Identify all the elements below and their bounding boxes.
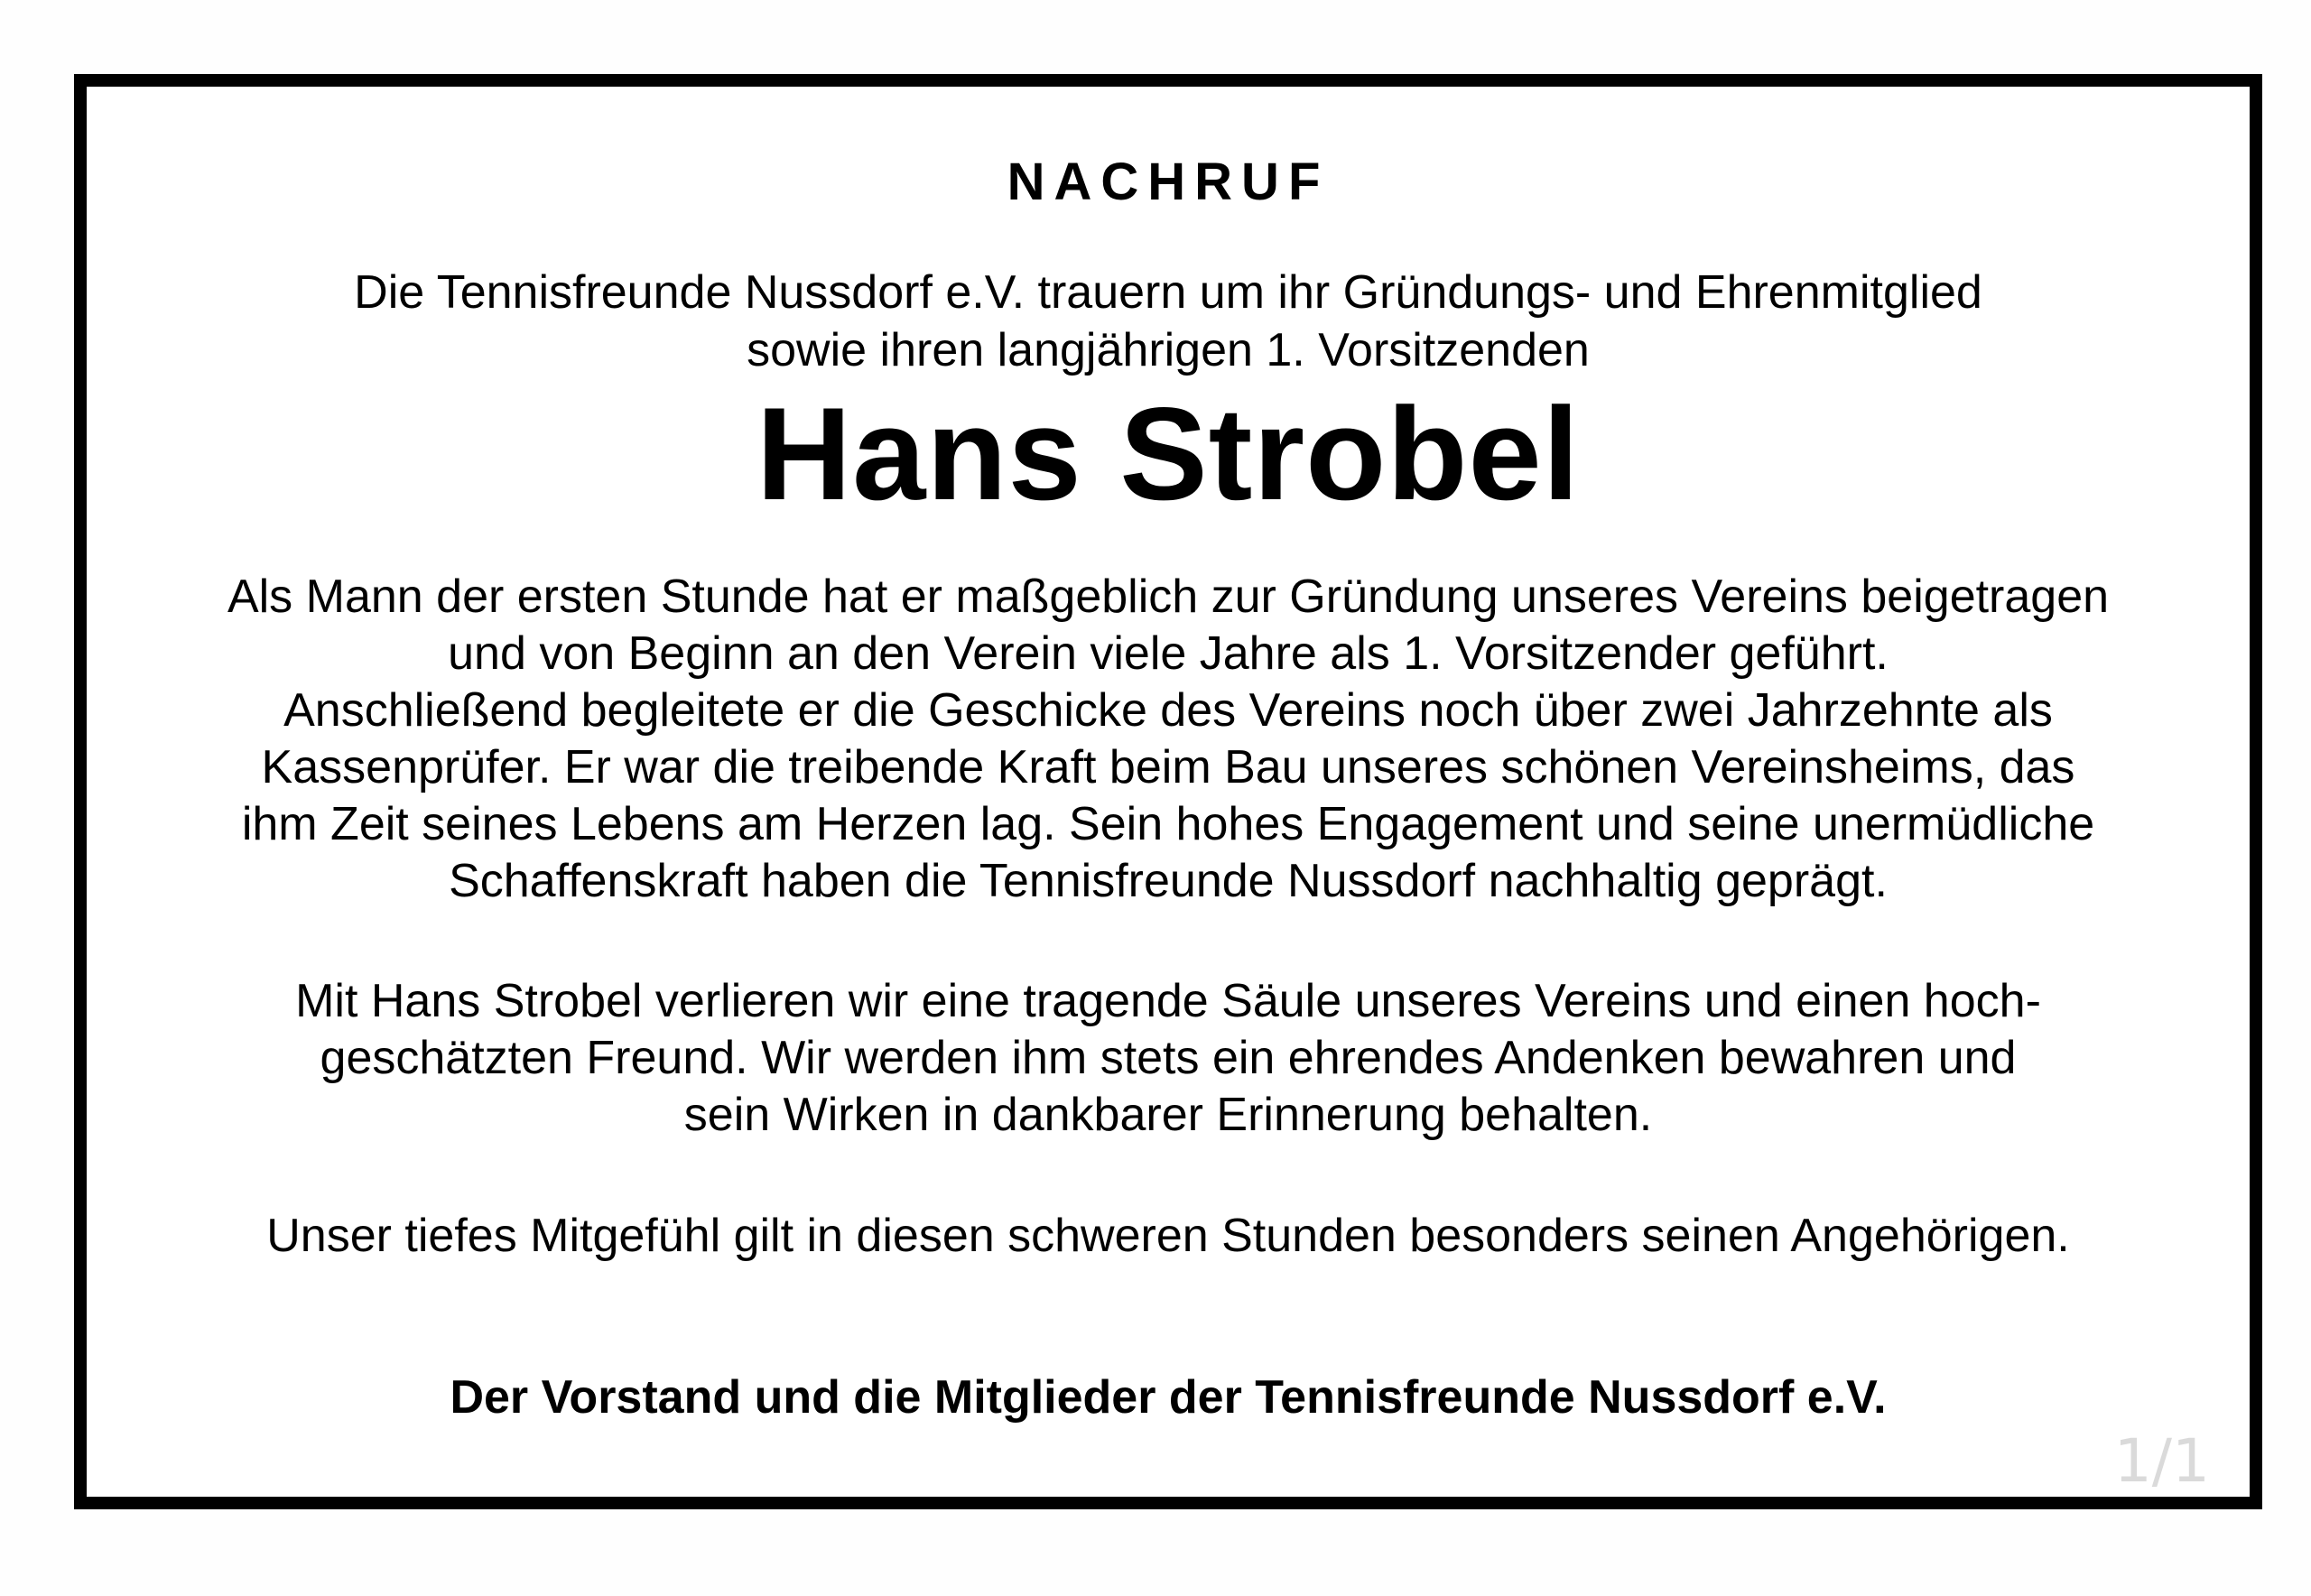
paragraph-line: Kassenprüfer. Er war die treibende Kraft beim Bau unseres schönen Vereinsheims, das xyxy=(261,741,2075,793)
deceased-name: Hans Strobel xyxy=(756,380,1581,527)
page-counter: 1/1 xyxy=(2113,1426,2210,1496)
paragraph-line: sein Wirken in dankbarer Erinnerung behalten. xyxy=(683,1089,1653,1141)
notice-intro xyxy=(87,264,2250,379)
paragraph-line: ihm Zeit seines Lebens am Herzen lag. Sein hohes Engagement und seine unermüdliche xyxy=(241,798,2095,850)
paragraph-line: geschätzten Freund. Wir werden ihm stets ein ehrendes Andenken bewahren und xyxy=(320,1032,2017,1084)
obituary-notice xyxy=(87,87,2250,1497)
paragraph-line: und von Beginn an den Verein viele Jahre als 1. Vorsitzender geführt. xyxy=(448,627,1889,680)
paragraph-line: Mit Hans Strobel verlieren wir eine tragende Säule unseres Vereins und einen hoch- xyxy=(295,975,2041,1027)
obituary-notice-frame xyxy=(74,74,2262,1509)
notice-signature: Der Vorstand und die Mitglieder der Tennisfreunde Nussdorf e.V. xyxy=(450,1371,1887,1424)
intro-line: sowie ihren langjährigen 1. Vorsitzenden xyxy=(747,324,1590,376)
tribute-paragraph-1 xyxy=(141,569,2195,910)
paragraph-line: Als Mann der ersten Stunde hat er maßgeblich zur Gründung unseres Vereins beigetragen xyxy=(227,571,2110,623)
intro-line: Die Tennisfreunde Nussdorf e.V. trauern um ihr Gründungs- und Ehrenmitglied xyxy=(354,266,1982,319)
paragraph-line: Unser tiefes Mitgefühl gilt in diesen schweren Stunden besonders seinen Angehörigen. xyxy=(266,1210,2070,1262)
tribute-paragraph-2 xyxy=(141,973,2195,1144)
condolence-paragraph xyxy=(141,1208,2195,1265)
notice-heading: NACHRUF xyxy=(1007,153,1330,211)
paragraph-line: Schaffenskraft haben die Tennisfreunde Nussdorf nachhaltig geprägt. xyxy=(449,855,1888,907)
paragraph-line: Anschließend begleitete er die Geschicke des Vereins noch über zwei Jahrzehnte als xyxy=(283,684,2053,737)
